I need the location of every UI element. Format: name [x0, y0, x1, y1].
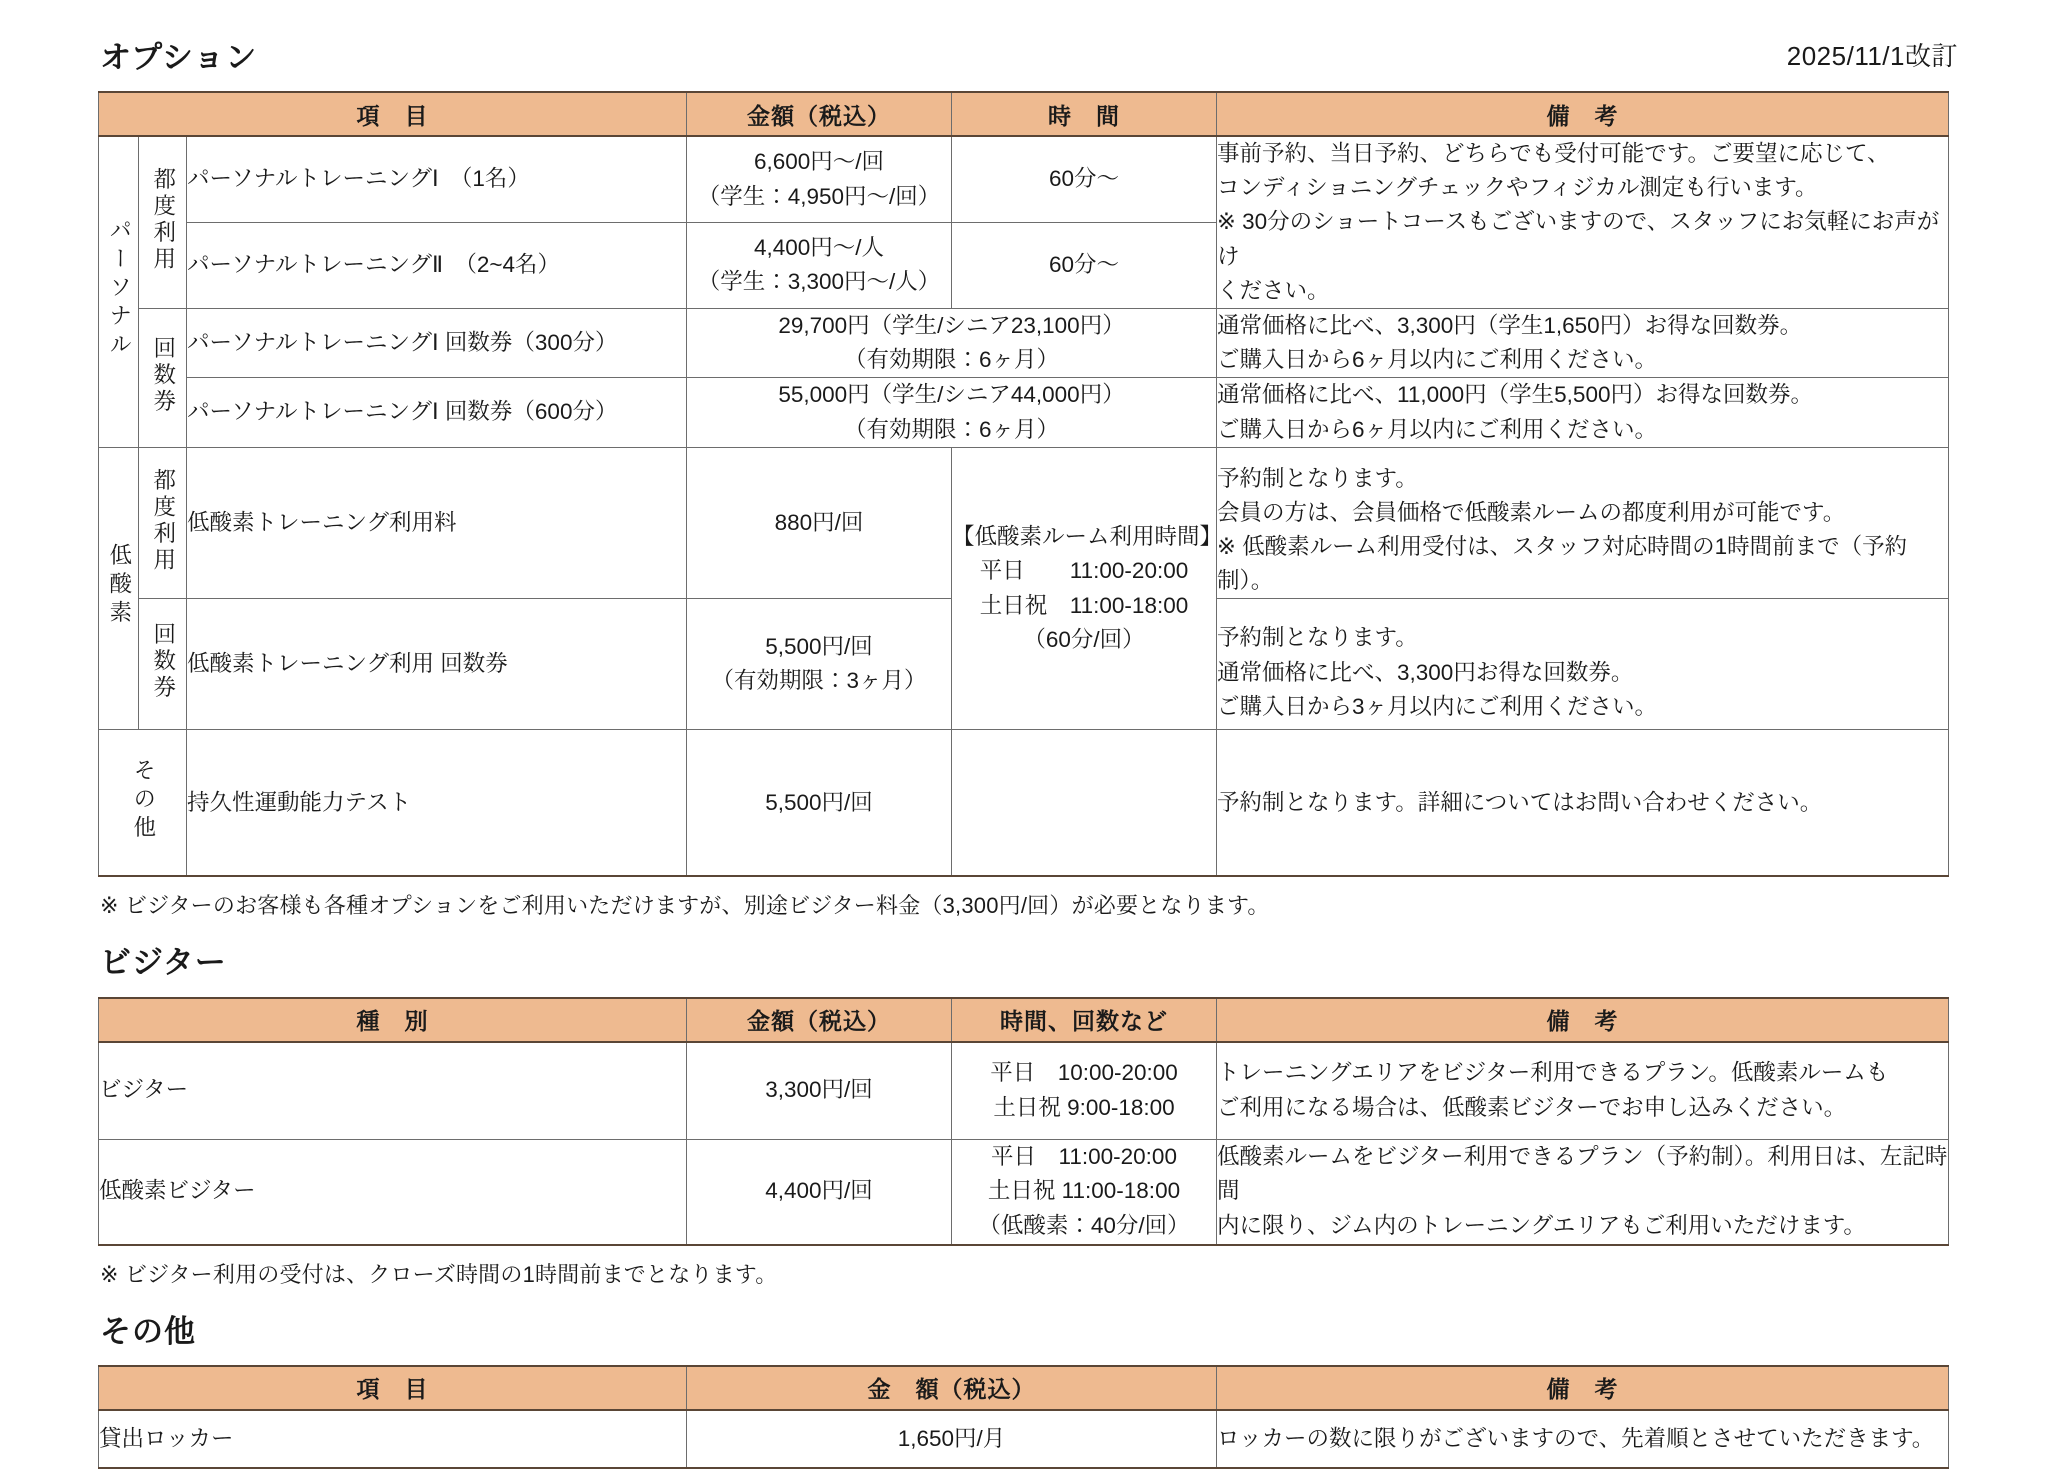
subgroup-label-ticket: 回数券 [139, 599, 187, 730]
other-table [98, 1365, 1949, 1469]
price-line-1: 4,400円〜/人 [753, 235, 885, 261]
remark-line: ご購入日から6ヶ月以内にご利用ください。 [1217, 347, 1658, 373]
price-line-2: （有効期限：6ヶ月） [844, 347, 1060, 373]
row-item-name: 低酸素ビジター [99, 1139, 687, 1245]
remark-line: ※ 低酸素ルーム利用受付は、スタッフ対応時間の1時間前まで（予約制）。 [1217, 534, 1908, 594]
table-row [99, 1042, 1949, 1140]
spacer [0, 920, 2048, 946]
hypoxic-room-hours [952, 447, 1223, 730]
option-col-remarks: 備 考 [1217, 92, 1949, 136]
visitor-col-price: 金額（税込） [687, 998, 952, 1042]
visitor-header-row [99, 998, 1949, 1042]
row-item-name: 貸出ロッカー [99, 1410, 687, 1468]
hours-weekend: 土日祝 11:00-18:00 [979, 592, 1189, 618]
spacer [0, 981, 2048, 997]
top-spacer [0, 0, 2048, 36]
group-label-other: その他 [99, 730, 187, 877]
table-row [99, 308, 1949, 377]
row-price [687, 599, 952, 730]
visitor-footnote: ※ ビジター利用の受付は、クローズ時間の1時間前までとなります。 [100, 1261, 778, 1287]
row-time [952, 730, 1217, 877]
other-header-row [99, 1366, 1949, 1410]
table-row [99, 1139, 1949, 1245]
visitor-section-header [100, 946, 1958, 980]
row-price: 5,500円/回 [687, 730, 952, 877]
other-col-remarks: 備 考 [1217, 1366, 1949, 1410]
remark-line: 低酸素ルームをビジター利用できるプラン（予約制）。利用日は、左記時間 [1217, 1144, 1948, 1204]
remark-line: ご購入日から3ヶ月以内にご利用ください。 [1217, 693, 1658, 719]
price-line-2: （学生：4,950円〜/回） [697, 183, 941, 209]
time-line: 平日 10:00-20:00 [990, 1060, 1178, 1086]
visitor-col-remarks: 備 考 [1217, 998, 1949, 1042]
price-line-2: （有効期限：3ヶ月） [711, 668, 927, 694]
visitor-table-body [99, 1042, 1949, 1245]
price-line-1: 55,000円（学生/シニア44,000円） [778, 382, 1125, 408]
row-remarks [1217, 136, 1949, 308]
row-remarks [1217, 599, 1949, 730]
row-price [687, 223, 952, 309]
row-price: 3,300円/回 [687, 1042, 952, 1140]
option-col-price: 金額（税込） [687, 92, 952, 136]
remark-line: ※ 30分のショートコースもございますので、スタッフにお気軽にお声がけ [1217, 209, 1940, 269]
table-row [99, 730, 1949, 877]
remark-line: 事前予約、当日予約、どちらでも受付可能です。ご要望に応じて、 [1217, 141, 1890, 166]
option-header-row [99, 92, 1949, 136]
hours-heading: 【低酸素ルーム利用時間】 [952, 524, 1223, 550]
remark-line: 内に限り、ジム内のトレーニングエリアもご利用いただけます。 [1217, 1212, 1866, 1238]
row-item-name: パーソナルトレーニングⅠ 回数券（300分） [187, 308, 687, 377]
remark-line: トレーニングエリアをビジター利用できるプラン。低酸素ルームも [1217, 1060, 1889, 1086]
row-remarks [1217, 308, 1949, 377]
row-price [687, 308, 1217, 377]
row-item-name: 低酸素トレーニング利用料 [187, 447, 687, 599]
hours-duration: （60分/回） [1023, 626, 1145, 652]
remark-line: 予約制となります。 [1217, 625, 1418, 651]
option-col-time: 時 間 [952, 92, 1217, 136]
subgroup-label-per-use: 都度利用 [139, 447, 187, 599]
page-title-option: オプション [100, 39, 258, 75]
row-price: 880円/回 [687, 447, 952, 599]
row-item-name: ビジター [99, 1042, 687, 1140]
row-item-name: 低酸素トレーニング利用 回数券 [187, 599, 687, 730]
remark-line: 通常価格に比べ、3,300円（学生1,650円）お得な回数券。 [1217, 312, 1803, 338]
time-line: 平日 11:00-20:00 [991, 1144, 1177, 1170]
option-table-body [99, 136, 1949, 876]
row-remarks [1217, 1139, 1949, 1245]
row-item-name: パーソナルトレーニングⅠ （1名） [187, 136, 687, 223]
row-price: 1,650円/月 [687, 1410, 1217, 1468]
option-table-head [99, 92, 1949, 136]
row-time: 60分〜 [952, 136, 1217, 223]
spacer [0, 1289, 2048, 1315]
remark-line: ご利用になる場合は、低酸素ビジターでお申し込みください。 [1217, 1094, 1847, 1120]
visitor-table-head [99, 998, 1949, 1042]
table-row [99, 136, 1949, 223]
revision-date: 2025/11/1改訂 [1786, 41, 1958, 71]
price-line-2: （学生：3,300円〜/人） [697, 269, 941, 295]
other-section-header [100, 1315, 1958, 1349]
row-remarks: 予約制となります。詳細についてはお問い合わせください。 [1217, 730, 1949, 877]
table-row [99, 1410, 1949, 1468]
other-col-item: 項 目 [99, 1366, 687, 1410]
visitor-col-type: 種 別 [99, 998, 687, 1042]
other-table-body [99, 1410, 1949, 1468]
remark-line: ご購入日から6ヶ月以内にご利用ください。 [1217, 416, 1658, 442]
spacer [0, 75, 2048, 91]
table-row [99, 378, 1949, 447]
time-line: （低酸素：40分/回） [978, 1212, 1190, 1238]
time-line: 土日祝 11:00-18:00 [987, 1178, 1181, 1204]
option-col-item: 項 目 [99, 92, 687, 136]
row-item-name: 持久性運動能力テスト [187, 730, 687, 877]
row-price [687, 378, 1217, 447]
remark-line: 通常価格に比べ、3,300円お得な回数券。 [1217, 659, 1634, 685]
price-line-1: 29,700円（学生/シニア23,100円） [778, 312, 1125, 338]
row-time [952, 1042, 1217, 1140]
other-col-price: 金 額（税込） [687, 1366, 1217, 1410]
price-line-1: 6,600円〜/回 [753, 149, 885, 175]
row-time [952, 1139, 1217, 1245]
option-section-header [100, 36, 1958, 75]
row-time: 60分〜 [952, 223, 1217, 309]
table-row [99, 447, 1949, 599]
price-line-1: 5,500円/回 [765, 634, 873, 660]
group-label-personal: パーソナル [99, 136, 139, 447]
page-title-visitor: ビジター [100, 945, 227, 981]
subgroup-label-per-use: 都度利用 [139, 136, 187, 308]
row-remarks [1217, 378, 1949, 447]
option-footnote: ※ ビジターのお客様も各種オプションをご利用いただけますが、別途ビジター料金（3,300円/回）が必要となります。 [100, 893, 1270, 919]
remark-line: 予約制となります。 [1217, 465, 1418, 491]
remark-line: 会員の方は、会員価格で低酸素ルームの都度利用が可能です。 [1217, 499, 1846, 525]
hours-weekday: 平日 11:00-20:00 [979, 558, 1189, 584]
spacer [0, 1349, 2048, 1365]
price-line-2: （有効期限：6ヶ月） [844, 416, 1060, 442]
row-remarks: ロッカーの数に限りがございますので、先着順とさせていただきます。 [1217, 1410, 1949, 1468]
subgroup-label-ticket: 回数券 [139, 308, 187, 447]
row-price: 4,400円/回 [687, 1139, 952, 1245]
option-table [98, 91, 1949, 877]
group-label-hypoxic: 低酸素 [99, 447, 139, 730]
page-title-other: その他 [100, 1313, 196, 1349]
visitor-table [98, 997, 1949, 1246]
remark-line: 通常価格に比べ、11,000円（学生5,500円）お得な回数券。 [1217, 382, 1813, 408]
row-remarks [1217, 1042, 1949, 1140]
remark-line: コンディショニングチェックやフィジカル測定も行います。 [1217, 175, 1818, 201]
other-table-head [99, 1366, 1949, 1410]
remark-line: ください。 [1217, 277, 1330, 303]
row-item-name: パーソナルトレーニングⅠ 回数券（600分） [187, 378, 687, 447]
time-line: 土日祝 9:00-18:00 [993, 1094, 1175, 1120]
row-item-name: パーソナルトレーニングⅡ （2~4名） [187, 223, 687, 309]
row-remarks [1217, 447, 1949, 599]
row-price [687, 136, 952, 223]
visitor-col-time: 時間、回数など [952, 998, 1217, 1042]
